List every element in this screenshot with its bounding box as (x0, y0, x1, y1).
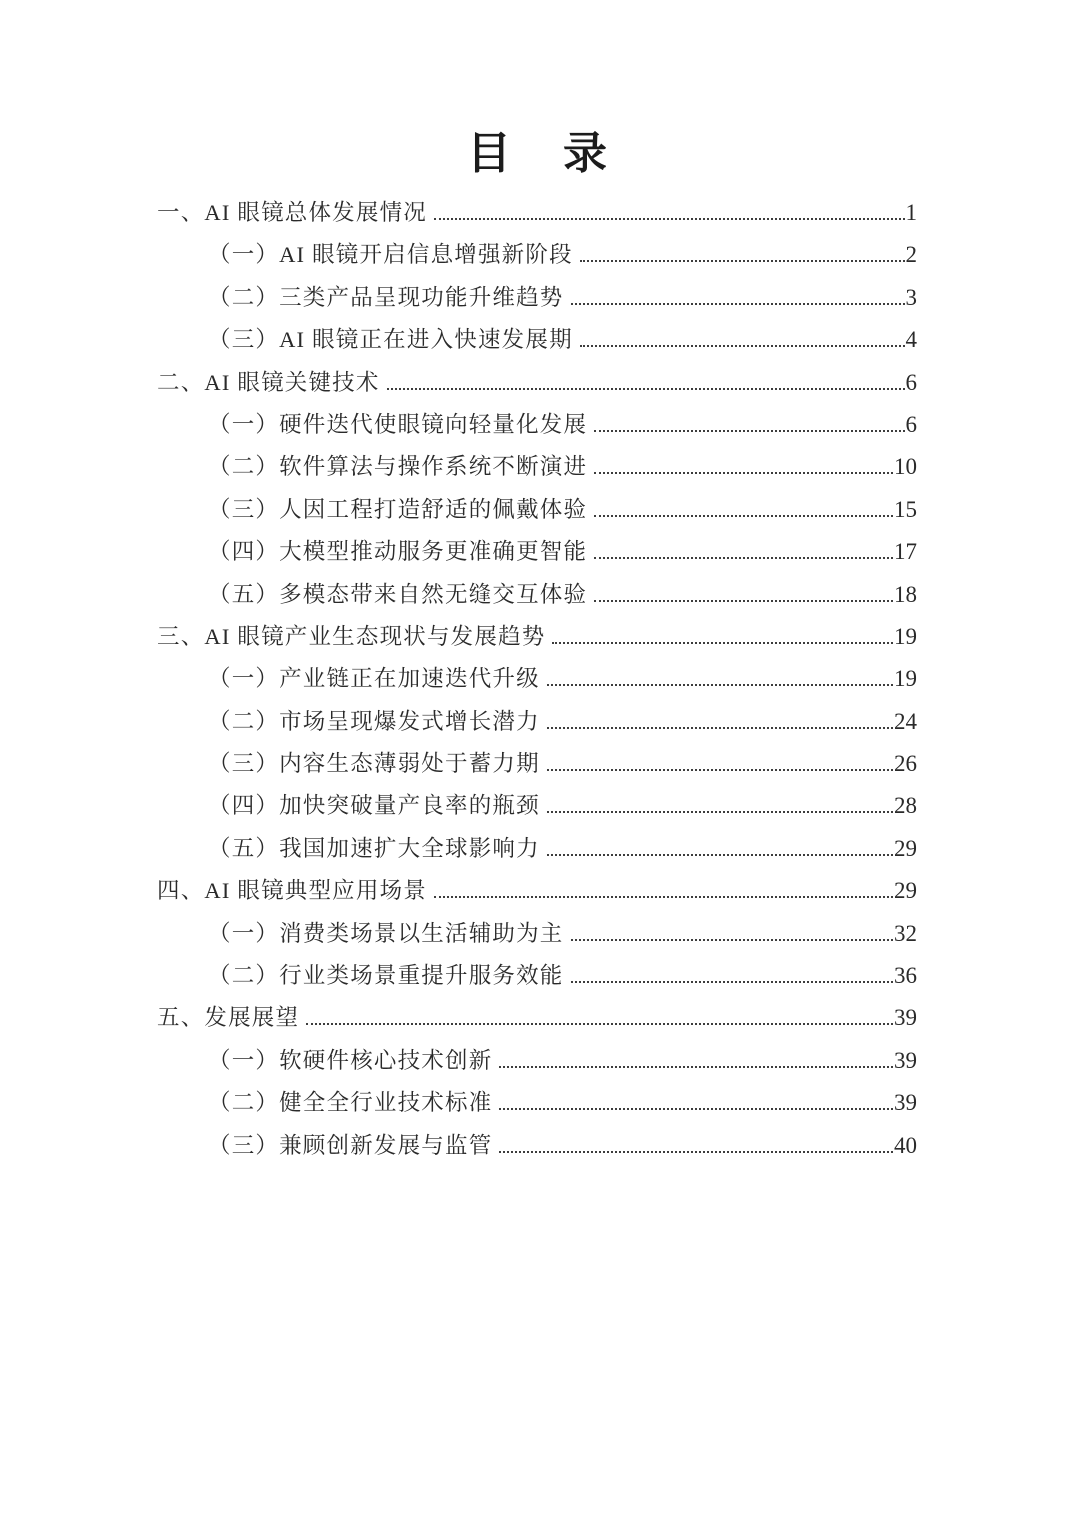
dotted-leader (571, 303, 905, 305)
dotted-leader (547, 769, 893, 771)
toc-entry-page-number: 39 (894, 1090, 917, 1116)
toc-entry[interactable] (157, 1082, 917, 1124)
toc-entry-page-number: 39 (894, 1005, 917, 1031)
toc-entry[interactable] (157, 955, 917, 997)
toc-entry-page-number: 32 (894, 920, 917, 946)
toc-entry-label: （三）兼顾创新发展与监管 (208, 1132, 493, 1158)
toc-entry-page-number: 19 (894, 666, 917, 692)
page-title: 目 录 (467, 129, 617, 178)
toc-entry-label: （五）我国加速扩大全球影响力 (208, 835, 540, 861)
dotted-leader (434, 896, 893, 898)
toc-entry-page-number: 24 (894, 708, 917, 734)
toc-entry-page-number: 39 (894, 1047, 917, 1073)
toc-entry[interactable] (157, 319, 917, 361)
dotted-leader (547, 854, 893, 856)
toc-entry-label: （二）健全全行业技术标准 (208, 1090, 493, 1116)
toc-entry-label: 四、AI 眼镜典型应用场景 (157, 878, 427, 904)
dotted-leader (499, 1151, 893, 1153)
toc-entry[interactable] (157, 743, 917, 785)
dotted-leader (580, 345, 905, 347)
dotted-leader (594, 557, 893, 559)
toc-entry-page-number: 36 (894, 963, 917, 989)
dotted-leader (552, 642, 893, 644)
toc-entry[interactable] (157, 701, 917, 743)
toc-entry-label: （二）市场呈现爆发式增长潜力 (208, 708, 540, 734)
toc-entry[interactable] (157, 531, 917, 573)
toc-entry-page-number: 29 (894, 835, 917, 861)
toc-entry-label: （二）行业类场景重提升服务效能 (208, 963, 564, 989)
dotted-leader (499, 1066, 893, 1068)
toc-entry-label: （一）软硬件核心技术创新 (208, 1047, 493, 1073)
toc-entry-label: （二）软件算法与操作系统不断演进 (208, 454, 588, 480)
toc-entry-page-number: 6 (905, 369, 917, 395)
toc-entry-label: 二、AI 眼镜关键技术 (157, 369, 380, 395)
dotted-leader (499, 1108, 893, 1110)
toc-entry[interactable] (157, 658, 917, 700)
toc-entry-label: （三）内容生态薄弱处于蓄力期 (208, 751, 540, 777)
toc-entry-page-number: 40 (894, 1132, 917, 1158)
dotted-leader (434, 218, 905, 220)
toc-entry[interactable] (157, 489, 917, 531)
toc-entry[interactable] (157, 574, 917, 616)
toc-entry-page-number: 3 (905, 284, 917, 310)
toc-entry-label: （四）大模型推动服务更准确更智能 (208, 539, 588, 565)
dotted-leader (594, 472, 893, 474)
toc-entry-page-number: 17 (894, 539, 917, 565)
toc-entry[interactable] (157, 616, 917, 658)
toc-entry[interactable] (157, 913, 917, 955)
toc-entry[interactable] (157, 234, 917, 276)
toc-entry[interactable] (157, 1040, 917, 1082)
toc-entry-label: （二）三类产品呈现功能升维趋势 (208, 284, 564, 310)
dotted-leader (594, 515, 893, 517)
toc-entry[interactable] (157, 446, 917, 488)
toc-entry-label: （五）多模态带来自然无缝交互体验 (208, 581, 588, 607)
toc-entry[interactable] (157, 277, 917, 319)
toc-entry-label: （四）加快突破量产良率的瓶颈 (208, 793, 540, 819)
toc-entry-label: （一）消费类场景以生活辅助为主 (208, 920, 564, 946)
toc-entry-label: （三）人因工程打造舒适的佩戴体验 (208, 496, 588, 522)
toc-entry[interactable] (157, 1125, 917, 1167)
toc-entry-label: （一）产业链正在加速迭代升级 (208, 666, 540, 692)
toc-entry[interactable] (157, 404, 917, 446)
dotted-leader (547, 811, 893, 813)
toc-entry-label: 五、发展展望 (157, 1005, 300, 1031)
dotted-leader (571, 981, 893, 983)
toc-entry-page-number: 19 (894, 623, 917, 649)
dotted-leader (594, 430, 904, 432)
toc-entry-page-number: 10 (894, 454, 917, 480)
dotted-leader (547, 684, 893, 686)
toc-entry-page-number: 1 (905, 200, 917, 225)
toc-entry-label: 三、AI 眼镜产业生态现状与发展趋势 (157, 623, 546, 649)
toc-entry[interactable] (157, 828, 917, 870)
toc-entry[interactable] (157, 362, 917, 404)
dotted-leader (580, 260, 905, 262)
toc-entry[interactable] (157, 785, 917, 827)
toc-entry-label: （一）硬件迭代使眼镜向轻量化发展 (208, 411, 588, 437)
toc-entry-page-number: 2 (905, 242, 917, 268)
toc-entry-page-number: 28 (894, 793, 917, 819)
toc-entry[interactable] (157, 870, 917, 912)
dotted-leader (387, 388, 905, 390)
dotted-leader (571, 939, 893, 941)
toc-entry[interactable] (157, 192, 917, 234)
toc-entry-page-number: 15 (894, 496, 917, 522)
toc-entry-label: 一、AI 眼镜总体发展情况 (157, 200, 427, 225)
dotted-leader (594, 600, 893, 602)
toc-entry-label: （三）AI 眼镜正在进入快速发展期 (208, 327, 573, 353)
toc-entry-label: （一）AI 眼镜开启信息增强新阶段 (208, 242, 573, 268)
toc-entry-page-number: 29 (894, 878, 917, 904)
dotted-leader (547, 727, 893, 729)
toc-entry[interactable] (157, 997, 917, 1039)
toc-entry-page-number: 6 (905, 411, 917, 437)
toc-entry-page-number: 18 (894, 581, 917, 607)
dotted-leader (306, 1023, 893, 1025)
toc-entry-page-number: 4 (905, 327, 917, 353)
toc-list (157, 192, 917, 1167)
toc-entry-page-number: 26 (894, 751, 917, 777)
